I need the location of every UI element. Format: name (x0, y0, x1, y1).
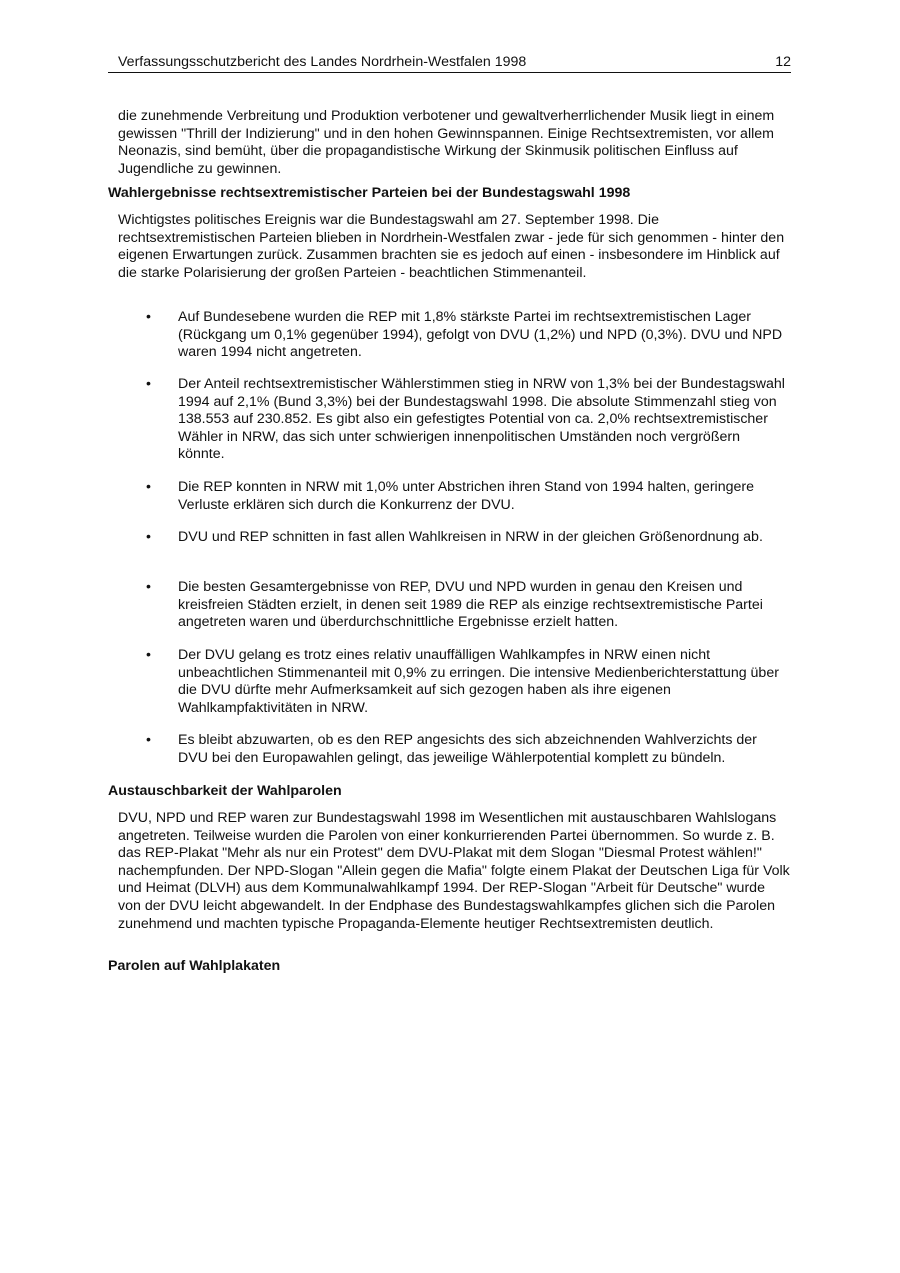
header-title: Verfassungsschutzbericht des Landes Nordrhein-Westfalen 1998 (118, 54, 527, 70)
bullet-text: Die REP konnten in NRW mit 1,0% unter Abstrichen ihren Stand von 1994 halten, geringere Verluste erklären sich durch die Konkurrenz der DVU. (178, 479, 754, 513)
bullet-icon: • (146, 732, 151, 748)
bullet-icon: • (146, 376, 151, 392)
bullet-text: Die besten Gesamtergebnisse von REP, DVU und NPD wurden in genau den Kreisen und kreisfreien Städten erzielt, in denen seit 1989 die REP als einzige rechtsextremistische Partei angetreten waren und überdurchschnittliche Ergebnisse erzielt hatten. (178, 579, 763, 631)
section-heading-posters: Parolen auf Wahlplakaten (108, 958, 281, 974)
bullet-icon: • (146, 647, 151, 663)
bullet-icon: • (146, 579, 151, 595)
section-heading-election-results: Wahlergebnisse rechtsextremistischer Parteien bei der Bundestagswahl 1998 (108, 185, 631, 201)
page-number: 12 (775, 54, 791, 70)
bullet-icon: • (146, 309, 151, 325)
bullet-icon: • (146, 529, 151, 545)
intro-paragraph: die zunehmende Verbreitung und Produktion verbotener und gewaltverherrlichender Musik liegt in einem gewissen "Thrill der Indizierung" und in den hohen Gewinnspannen. Einige Rechtsextremisten, vor allem Neonazis, sind bemüht, über die propagandistische Wirkung der Skinmusik politischen Einfluss auf Jugendliche zu gewinnen. (118, 108, 775, 177)
bullet-text: Der Anteil rechtsextremistischer Wählerstimmen stieg in NRW von 1,3% bei der Bundestagswahl 1994 auf 2,1% (Bund 3,3%) bei der Bundestagswahl 1998. Die absolute Stimmenzahl stieg von 138.553 auf 230.852. Es gibt also ein gefestigtes Potential von ca. 2,0% rechtsextremistischer Wähler in NRW, das sich unter schwierigen innenpolitischen Umständen noch vergrößern könnte. (178, 376, 785, 463)
page-header (108, 52, 791, 73)
slogans-paragraph: DVU, NPD und REP waren zur Bundestagswahl 1998 im Wesentlichen mit austauschbaren Wahlslogans angetreten. Teilweise wurden die Parolen von einer konkurrierenden Partei übernommen. So wurde z. B. das REP-Plakat "Mehr als nur ein Protest" dem DVU-Plakat mit dem Slogan "Diesmal Protest wählen!" nachempfunden. Der NPD-Slogan "Allein gegen die Mafia" folgte einem Plakat der Deutschen Liga für Volk und Heimat (DLVH) aus dem Kommunalwahlkampf 1994. Der REP-Slogan "Arbeit für Deutsche" wurde von der DVU leicht abgewandelt. In der Endphase des Bundestagswahlkampfes glichen sich die Parolen zunehmend und machten typische Propaganda-Elemente heutiger Rechtsextremisten deutlich. (118, 810, 790, 932)
election-intro-paragraph: Wichtigstes politisches Ereignis war die Bundestagswahl am 27. September 1998. Die rechtsextremistischen Parteien blieben in Nordrhein-Westfalen zwar - jede für sich genommen - hinter den eigenen Erwartungen zurück. Zusammen brachten sie es jedoch auf einen - insbesondere im Hinblick auf die starke Polarisierung der großen Parteien - beachtlichen Stimmenanteil. (118, 212, 785, 281)
bullet-text: Der DVU gelang es trotz eines relativ unauffälligen Wahlkampfes in NRW einen nicht unbeachtlichen Stimmenanteil mit 0,9% zu erringen. Die intensive Medienberichterstattung über die DVU dürfte mehr Aufmerksamkeit auf sich gezogen haben als ihre eigenen Wahlkampfaktivitäten in NRW. (178, 647, 779, 716)
bullet-text: Auf Bundesebene wurden die REP mit 1,8% stärkste Partei im rechtsextremistischen Lager (Rückgang um 0,1% gegenüber 1994), gefolgt von DVU (1,2%) und NPD (0,3%). DVU und NPD waren 1994 nicht angetreten. (178, 309, 783, 361)
bullet-text: DVU und REP schnitten in fast allen Wahlkreisen in NRW in der gleichen Größenordnung ab. (178, 529, 763, 545)
bullet-text: Es bleibt abzuwarten, ob es den REP angesichts des sich abzeichnenden Wahlverzichts der DVU bei den Europawahlen gelingt, das jeweilige Wählerpotential komplett zu bündeln. (178, 732, 757, 766)
section-heading-slogans: Austauschbarkeit der Wahlparolen (108, 783, 342, 799)
bullet-icon: • (146, 479, 151, 495)
